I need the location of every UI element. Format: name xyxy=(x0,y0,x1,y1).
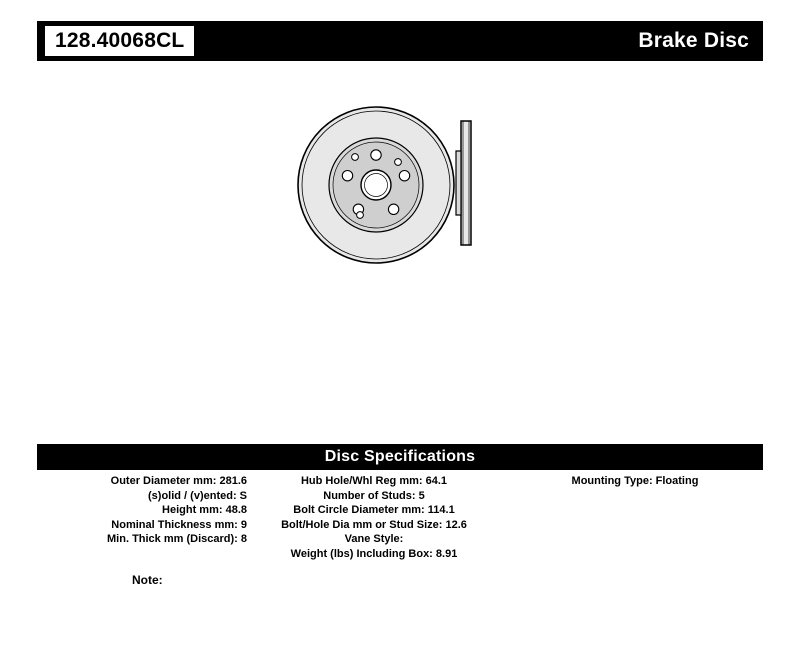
spec-item: (s)olid / (v)ented: S xyxy=(148,489,247,502)
spec-item: Min. Thick mm (Discard): 8 xyxy=(107,533,247,545)
locating-hole xyxy=(357,212,364,219)
spec-column-middle xyxy=(259,474,489,561)
spec-column-right xyxy=(507,474,763,489)
locating-hole xyxy=(395,159,402,166)
header-bar xyxy=(37,21,763,61)
rotor-side-hat xyxy=(456,151,461,215)
spec-item: Nominal Thickness mm: 9 xyxy=(111,518,247,531)
spec-item: Bolt Circle Diameter mm: 114.1 xyxy=(293,504,455,516)
spec-item: Hub Hole/Whl Reg mm: 64.1 xyxy=(300,475,448,487)
hub-hole-inner xyxy=(365,174,388,197)
spec-item: Vane Style: xyxy=(344,533,404,545)
spec-item: Mounting Type: Floating xyxy=(571,475,699,487)
spec-item: Bolt/Hole Dia mm or Stud Size: 12.6 xyxy=(281,518,467,531)
stud-hole xyxy=(342,171,352,181)
stud-hole xyxy=(371,150,381,160)
spec-item: Weight (lbs) Including Box: 8.91 xyxy=(290,547,458,560)
spec-column-left xyxy=(37,474,247,547)
part-number: 128.40068CL xyxy=(45,26,194,56)
page-title: Brake Disc xyxy=(638,29,749,52)
locating-hole xyxy=(352,154,359,161)
spec-section-title: Disc Specifications xyxy=(37,444,763,470)
stud-hole xyxy=(388,204,398,214)
stud-hole xyxy=(399,171,409,181)
spec-item: Height mm: 48.8 xyxy=(162,504,247,516)
note-label: Note: xyxy=(132,573,163,587)
spec-item: Number of Studs: 5 xyxy=(323,489,425,502)
rotor-drawing-svg xyxy=(280,95,540,275)
rotor-side-profile xyxy=(461,121,471,245)
rotor-drawing xyxy=(280,95,540,275)
spec-columns xyxy=(37,474,763,584)
spec-item: Outer Diameter mm: 281.6 xyxy=(110,475,247,487)
